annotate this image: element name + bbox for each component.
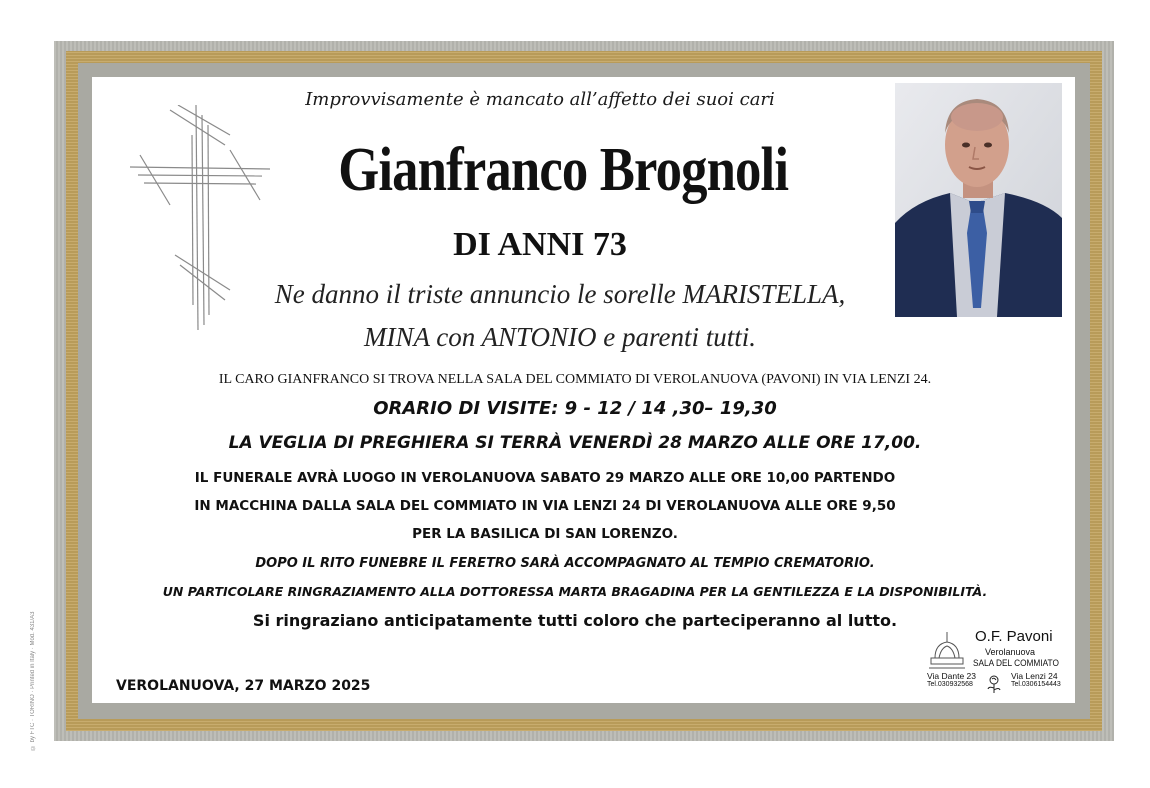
address-1: Via Dante 23 [927,671,976,681]
funeral-home-town: Verolanuova [985,647,1036,657]
phone-2: Tel.0306154443 [1011,681,1061,688]
funeral-home-name: O.F. Pavoni [975,628,1053,645]
detail-visiting-hours: ORARIO DI VISITE: 9 - 12 / 14 ,30– 19,30 [373,398,777,419]
funeral-home-hall: SALA DEL COMMIATO [973,658,1059,668]
detail-funeral-1: IL FUNERALE AVRÀ LUOGO IN VEROLANUOVA SABATO 29 MARZO ALLE ORE 10,00 PARTENDO [194,470,896,486]
age-line: DI ANNI 73 [453,226,627,263]
detail-thanks-doctor: UN PARTICOLARE RINGRAZIAMENTO ALLA DOTTORESSA MARTA BRAGADINA PER LA GENTILEZZA E LA DISPONIBILITÀ. [162,584,988,599]
detail-funeral-3: PER LA BASILICA DI SAN LORENZO. [412,526,678,542]
detail-funeral-2: IN MACCHINA DALLA SALA DEL COMMIATO IN VIA LENZI 24 DI VEROLANUOVA ALLE ORE 9,50 [194,498,896,514]
dome-icon [927,630,967,672]
detail-location: IL CARO GIANFRANCO SI TROVA NELLA SALA DEL COMMIATO DI VEROLANUOVA (PAVONI) IN VIA LENZI 24. [218,372,932,387]
detail-cremation: DOPO IL RITO FUNEBRE IL FERETRO SARÀ ACCOMPAGNATO AL TEMPIO CREMATORIO. [255,556,875,571]
intro-line: Improvvisamente è mancato all’affetto dei suoi cari [305,89,775,110]
detail-vigil: LA VEGLIA DI PREGHIERA SI TERRÀ VENERDÌ 28 MARZO ALLE ORE 17,00. [228,433,922,453]
announcement-line-2: MINA con ANTONIO e parenti tutti. [363,322,756,352]
detail-thanks-all: Si ringraziano anticipatamente tutti coloro che parteciperanno al lutto. [252,611,898,630]
deceased-name: Gianfranco Brognoli [338,136,789,204]
announcement-line-1: Ne danno il triste annuncio le sorelle MARISTELLA, [274,279,846,309]
printer-credit: © by FTC · TORINO · Printed in Italy · Mod. 431/A3 [30,611,36,750]
date-place: VEROLANUOVA, 27 MARZO 2025 [116,678,371,694]
address-2: Via Lenzi 24 [1011,671,1058,681]
funeral-home-logo [925,628,1065,696]
portrait-photo [895,83,1062,317]
phone-1: Tel.030932568 [927,681,973,688]
rose-icon [985,674,1003,694]
